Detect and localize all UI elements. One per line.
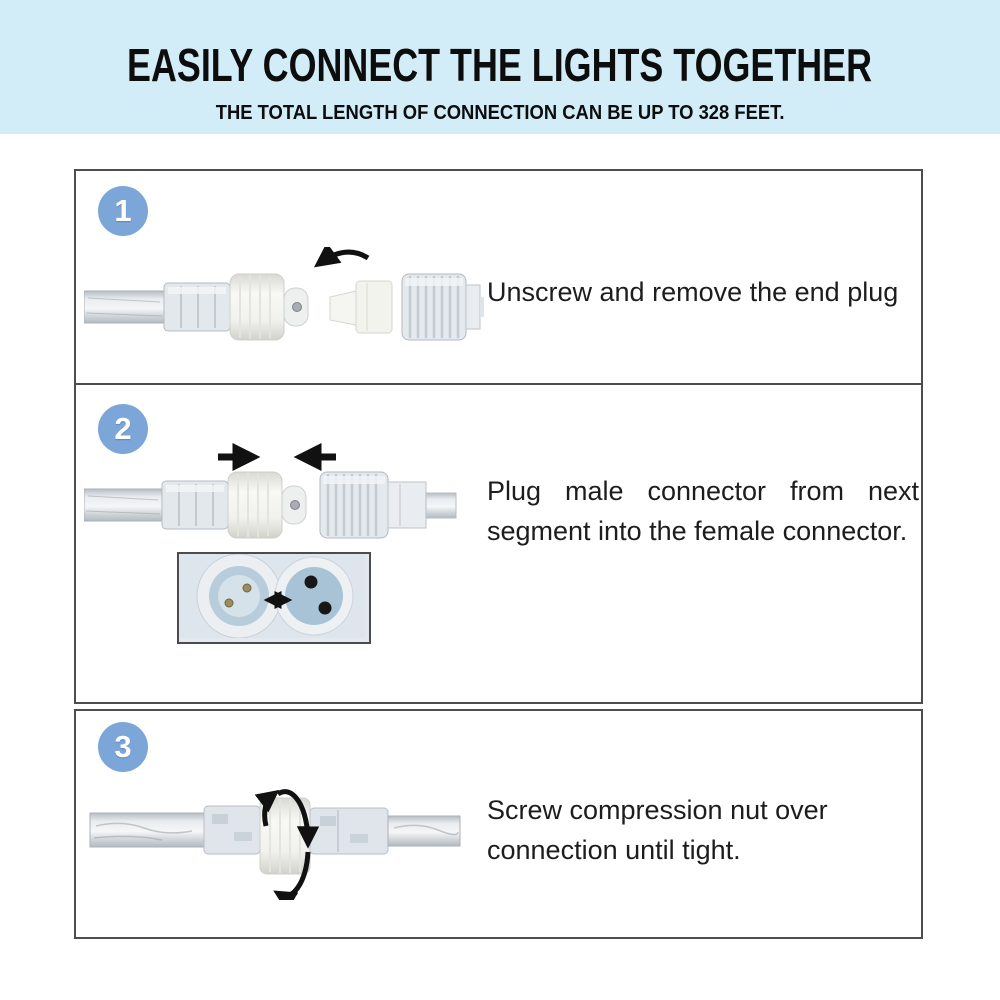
step-1-number: 1 <box>114 193 132 228</box>
step-2-description: Plug male connector from next segment into the female connector. <box>487 476 919 546</box>
metal-pin <box>225 599 233 607</box>
header-banner <box>0 0 1000 134</box>
pin-hole <box>305 576 318 589</box>
page-subtitle-text: THE TOTAL LENGTH OF CONNECTION CAN BE UP TO 328 FEET. <box>215 102 785 124</box>
metal-pin <box>291 501 300 510</box>
step-1-photo <box>84 247 484 373</box>
threaded-female-connector <box>402 274 484 340</box>
female-connector-face <box>275 557 353 635</box>
metal-pin <box>243 584 251 592</box>
male-connector-assembly <box>84 472 306 538</box>
white-compression-nut <box>230 274 284 340</box>
page-subtitle <box>0 103 1000 123</box>
clear-connector-left <box>204 806 260 854</box>
page-title-text: EASILY CONNECT THE LIGHTS TOGETHER <box>127 39 873 91</box>
step-2-photo <box>84 436 484 548</box>
steps-container <box>74 169 923 939</box>
rope-tube-left <box>90 813 204 847</box>
clear-connector-right <box>310 808 388 854</box>
clear-connector-body <box>164 283 230 331</box>
metal-pin <box>293 303 302 312</box>
step-1-badge <box>98 186 148 236</box>
step-2-number: 2 <box>114 411 132 446</box>
step-1-panel <box>74 169 923 385</box>
pin-hole <box>319 602 332 615</box>
step-3-photo <box>82 748 482 900</box>
step-3-number: 3 <box>114 729 132 764</box>
step-2-panel <box>74 383 923 704</box>
male-connector-face <box>197 554 281 638</box>
connector-faces-inset-photo <box>177 552 371 644</box>
connector-faces-graphic <box>179 554 365 638</box>
rope-tube-right <box>388 816 460 846</box>
curved-unscrew-arrow-icon <box>320 252 368 263</box>
page-title <box>0 39 1000 91</box>
female-end-cap <box>284 288 308 326</box>
step-3-panel <box>74 709 923 939</box>
step-1-description: Unscrew and remove the end plug <box>487 277 899 307</box>
threaded-female-connector <box>320 472 456 538</box>
end-plug <box>330 281 392 333</box>
step-3-description: Screw compression nut over connection until tight. <box>487 795 828 865</box>
rope-tube-left <box>84 291 164 323</box>
